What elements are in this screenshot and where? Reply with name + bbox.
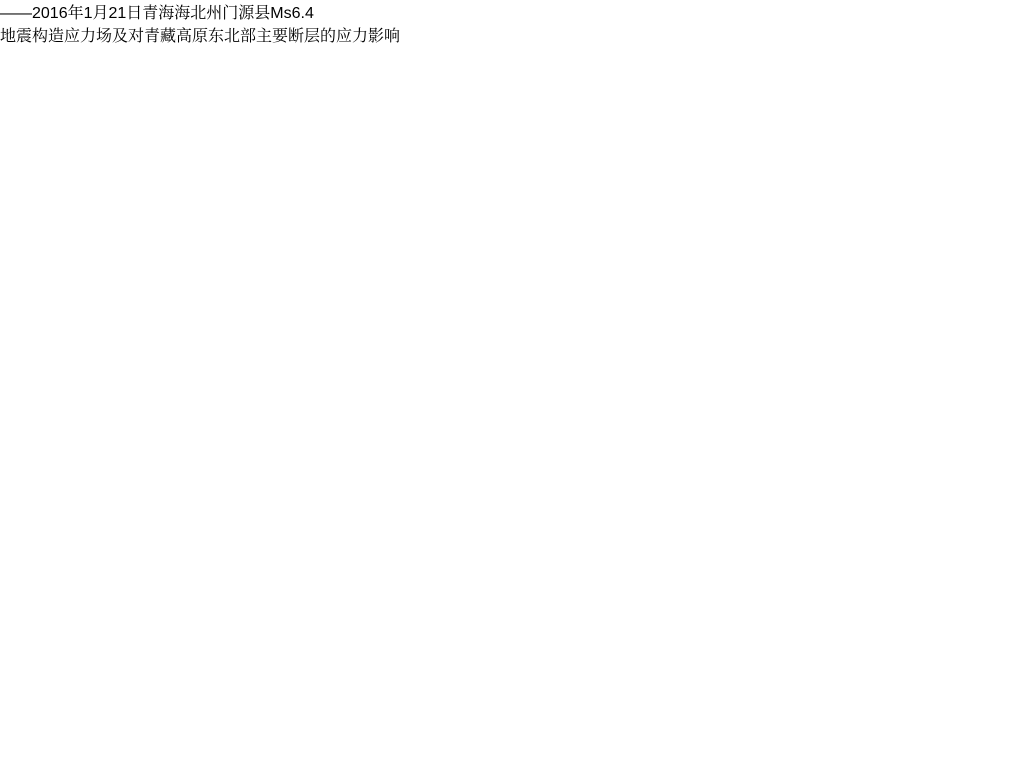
title-line-2: 地震构造应力场及对青藏高原东北部主要断层的应力影响 xyxy=(0,28,401,45)
header xyxy=(0,0,1030,46)
title-line-1: ——2016年1月21日青海海北州门源县Ms6.4 xyxy=(0,5,314,22)
